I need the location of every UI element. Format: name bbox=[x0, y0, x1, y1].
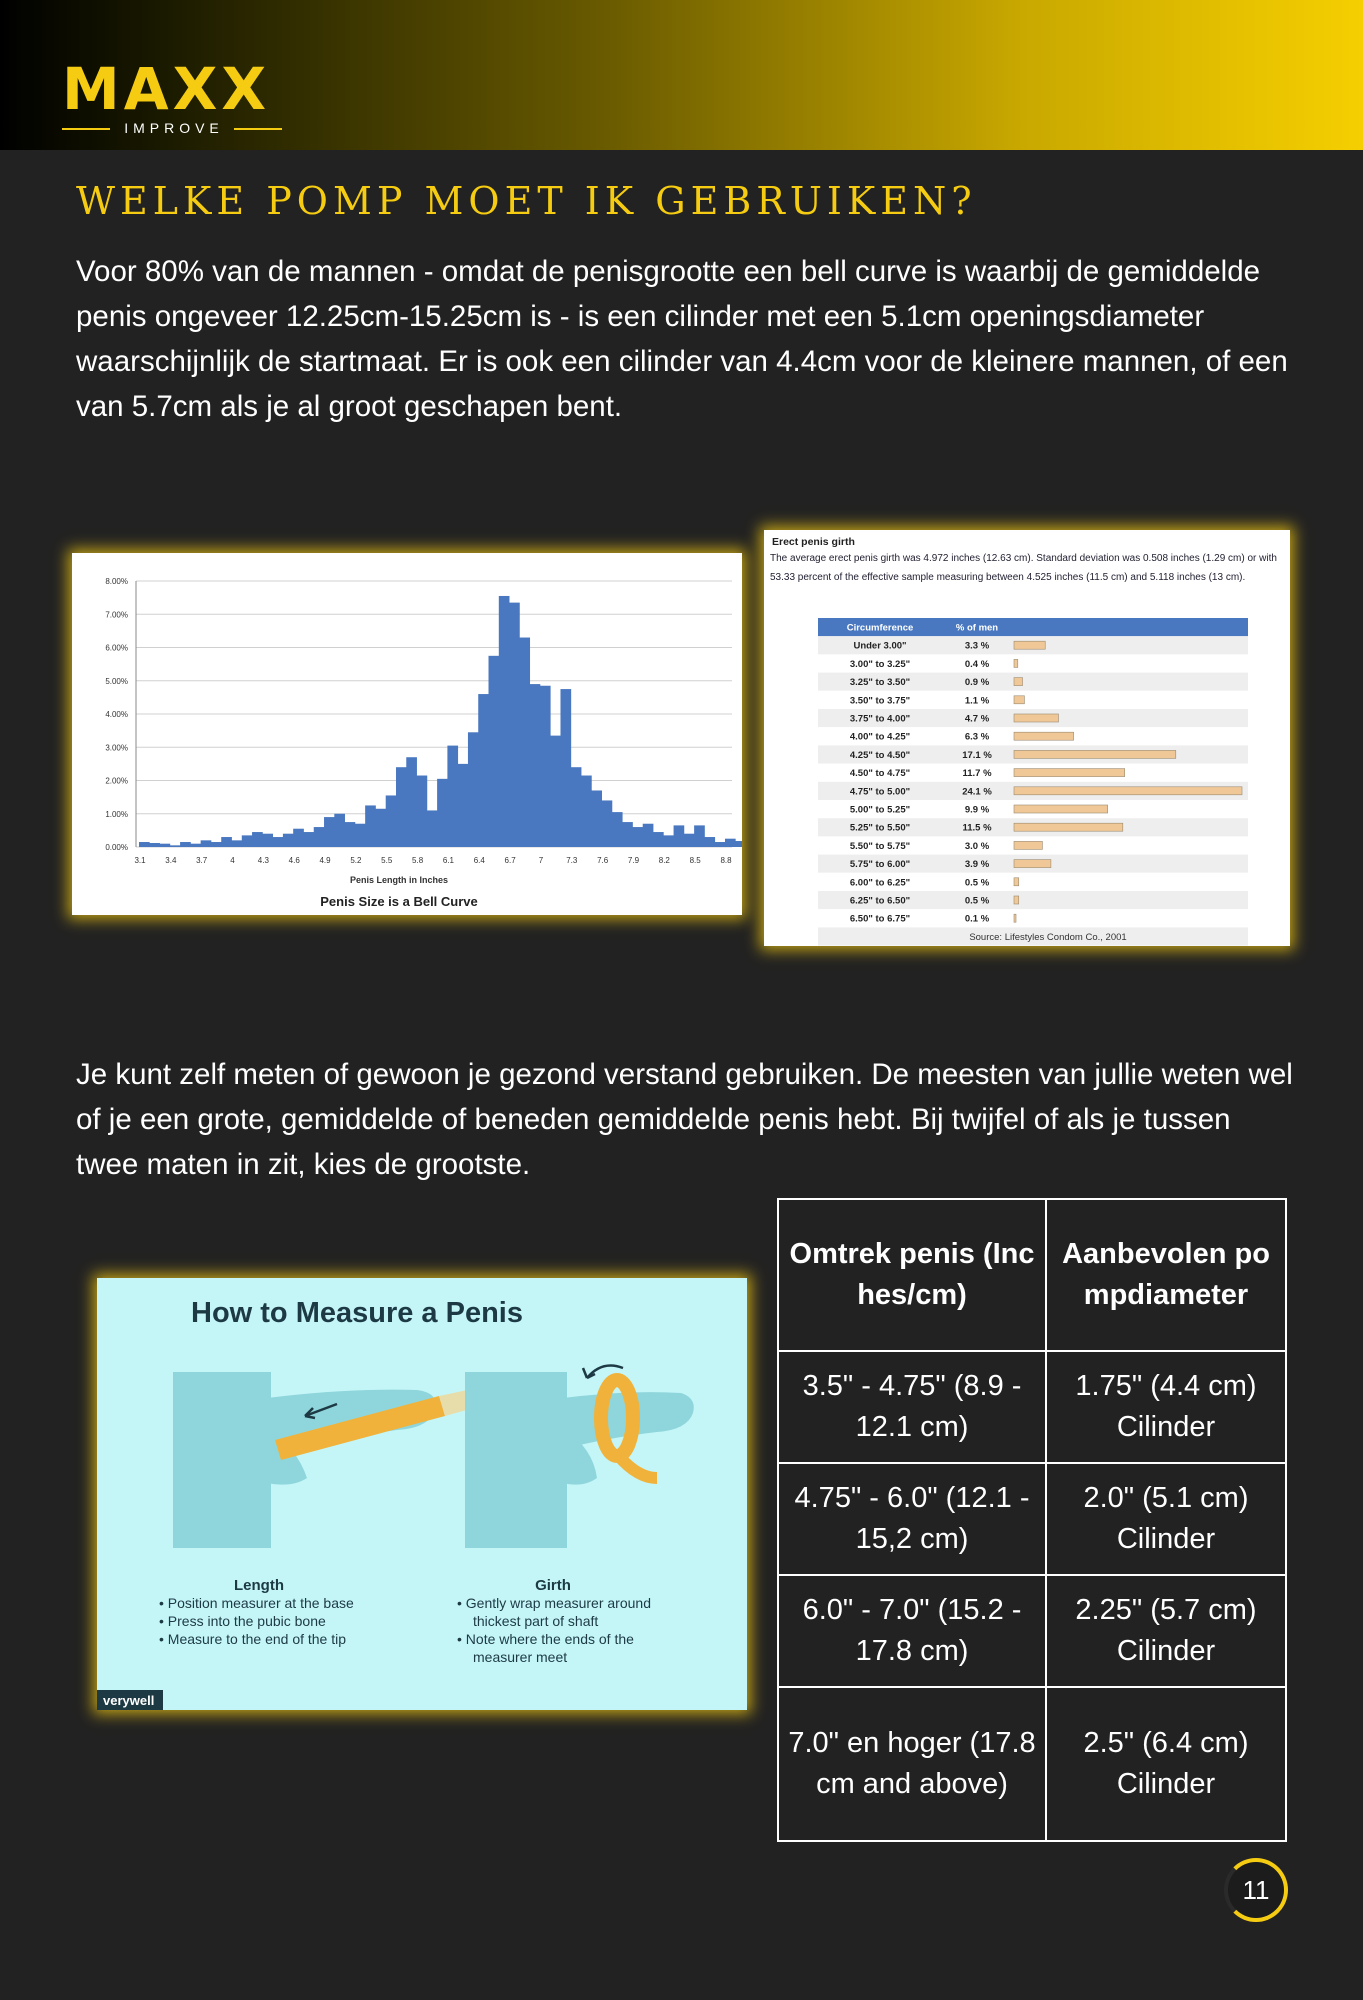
girth-percent-label: 24.1 % bbox=[962, 786, 992, 798]
histogram-bar bbox=[170, 845, 181, 847]
measure-title: How to Measure a Penis bbox=[191, 1297, 523, 1329]
histogram-bar bbox=[139, 842, 150, 847]
histogram-bar bbox=[345, 822, 356, 847]
row-girth: 3.5" - 4.75" (8.9 - 12.1 cm) bbox=[778, 1351, 1046, 1463]
histogram-bar bbox=[519, 638, 530, 847]
x-tick-label: 8.5 bbox=[689, 856, 701, 865]
girth-bar bbox=[1014, 678, 1023, 686]
girth-category-label: 4.75" to 5.00" bbox=[849, 786, 911, 798]
length-point-2: • Press into the pubic bone bbox=[159, 1613, 326, 1629]
histogram-bar bbox=[355, 824, 366, 847]
y-tick-label: 2.00% bbox=[105, 776, 128, 786]
size-table-header-row bbox=[778, 1199, 1286, 1351]
x-tick-label: 6.4 bbox=[473, 856, 485, 865]
girth-category-label: 4.25" to 4.50" bbox=[849, 749, 911, 761]
histogram-bar bbox=[643, 824, 654, 847]
logo-tagline bbox=[62, 120, 282, 136]
x-tick-label: 3.1 bbox=[134, 856, 146, 865]
histogram-bar bbox=[530, 684, 541, 847]
girth-percent-label: 17.1 % bbox=[962, 749, 992, 761]
page-number: 11 bbox=[1224, 1858, 1288, 1922]
histogram-bar bbox=[653, 832, 664, 847]
histogram-bar bbox=[417, 776, 428, 847]
intro-paragraph: Voor 80% van de mannen - omdat de penisgrootte een bell curve is waarbij de gemiddelde penis ongeveer 12.25cm-15.25cm is - is een cilinder met een 5.1cm openingsdiameter waarschijnlijk de startmaat. Er is ook een cilinder van 4.4cm voor de kleinere mannen, of een van 5.7cm als je al groot geschapen bent. bbox=[76, 255, 1288, 423]
histogram-bar bbox=[715, 842, 726, 847]
girth-category-label: 6.00" to 6.25" bbox=[849, 877, 911, 889]
logo-wordmark: MAXX bbox=[62, 55, 271, 123]
histogram-bar bbox=[314, 827, 325, 847]
histogram-bar bbox=[396, 767, 407, 847]
histogram-bar bbox=[365, 805, 376, 847]
girth-bar bbox=[1014, 823, 1123, 831]
girth-percent-label: 11.5 % bbox=[962, 822, 992, 834]
girth-point-4: measurer meet bbox=[473, 1649, 568, 1665]
histogram-bar bbox=[622, 822, 633, 847]
y-tick-label: 6.00% bbox=[105, 643, 128, 653]
girth-category-label: 5.50" to 5.75" bbox=[849, 840, 911, 852]
girth-bar bbox=[1014, 841, 1042, 849]
histogram-bar bbox=[602, 800, 613, 847]
y-tick-label: 5.00% bbox=[105, 676, 128, 686]
x-tick-label: 8.2 bbox=[658, 856, 670, 865]
histogram-bar bbox=[190, 844, 201, 847]
table-row bbox=[778, 1575, 1286, 1687]
page-title: WELKE POMP MOET IK GEBRUIKEN? bbox=[76, 179, 977, 223]
x-tick-label: 8.8 bbox=[720, 856, 732, 865]
histogram-bar bbox=[704, 837, 715, 847]
y-tick-label: 0.00% bbox=[105, 843, 128, 852]
histogram-bar bbox=[560, 689, 571, 847]
y-tick-label: 3.00% bbox=[105, 743, 128, 753]
bell-curve-chart bbox=[72, 553, 742, 915]
histogram-bar bbox=[694, 825, 705, 847]
histogram-bar bbox=[201, 840, 212, 847]
girth-bar bbox=[1014, 659, 1018, 667]
chart-x-axis-label: Penis Length in Inches bbox=[349, 875, 449, 885]
x-tick-label: 5.5 bbox=[381, 856, 393, 865]
girth-bar bbox=[1014, 860, 1051, 868]
verywell-logo: verywell bbox=[103, 1693, 155, 1708]
x-tick-label: 6.1 bbox=[442, 856, 454, 865]
x-tick-label: 7.9 bbox=[627, 856, 640, 865]
y-tick-label: 8.00% bbox=[105, 577, 128, 586]
histogram-bar bbox=[458, 764, 469, 847]
girth-bar bbox=[1014, 896, 1019, 904]
x-tick-label: 4 bbox=[230, 856, 235, 865]
girth-header-percent: % of men bbox=[955, 622, 999, 634]
x-tick-label: 7 bbox=[538, 856, 544, 865]
size-table bbox=[777, 1198, 1287, 1842]
girth-header-circumference: Circumference bbox=[846, 622, 914, 634]
histogram-bar bbox=[550, 736, 561, 847]
girth-subtitle-wrap bbox=[770, 550, 1286, 614]
histogram-bar bbox=[478, 694, 489, 847]
x-tick-label: 5.2 bbox=[350, 856, 362, 865]
histogram-bar bbox=[684, 834, 695, 847]
histogram-bar bbox=[663, 835, 674, 847]
girth-category-label: 3.75" to 4.00" bbox=[849, 713, 911, 725]
girth-percent-label: 0.5 % bbox=[964, 895, 990, 907]
girth-bar bbox=[1014, 750, 1176, 758]
length-heading: Length bbox=[234, 1577, 284, 1594]
histogram-bar bbox=[632, 827, 643, 847]
histogram-bar bbox=[571, 767, 582, 847]
logo-line-right bbox=[234, 128, 282, 130]
histogram-bar bbox=[149, 843, 160, 847]
girth-percent-label: 0.4 % bbox=[964, 658, 990, 670]
x-tick-label: 4.3 bbox=[257, 856, 269, 865]
histogram-bar bbox=[334, 814, 345, 847]
histogram-bar bbox=[293, 829, 304, 847]
histogram-bar bbox=[375, 809, 386, 847]
girth-percent-label: 3.3 % bbox=[964, 640, 990, 652]
x-tick-label: 5.8 bbox=[412, 856, 424, 865]
x-tick-label: 4.9 bbox=[319, 856, 331, 865]
bell-curve-svg bbox=[72, 553, 742, 915]
girth-category-label: 3.50" to 3.75" bbox=[849, 695, 911, 707]
histogram-bar bbox=[725, 839, 736, 847]
histogram-bar bbox=[540, 686, 551, 847]
girth-percent-label: 3.9 % bbox=[964, 859, 990, 871]
histogram-bar bbox=[324, 817, 335, 847]
girth-category-label: 6.25" to 6.50" bbox=[849, 895, 911, 907]
measure-paragraph: Je kunt zelf meten of gewoon je gezond verstand gebruiken. De meesten van jullie weten wel of je een grote, gemiddelde of beneden gemiddelde penis hebt. Bij twijfel of als je tussen twee maten in zit, kies de grootste. bbox=[76, 1058, 1293, 1181]
girth-category-label: 4.50" to 4.75" bbox=[849, 768, 911, 780]
girth-category-label: Under 3.00" bbox=[853, 640, 907, 652]
histogram-bar bbox=[221, 837, 232, 847]
girth-category-label: 4.00" to 4.25" bbox=[849, 731, 911, 743]
histogram-bar bbox=[427, 810, 438, 847]
row-diameter: 2.5" (6.4 cm) Cilinder bbox=[1046, 1687, 1286, 1841]
histogram-bar bbox=[591, 790, 602, 847]
girth-percent-label: 11.7 % bbox=[962, 768, 992, 780]
girth-title: Erect penis girth bbox=[772, 536, 855, 548]
girth-subtitle: The average erect penis girth was 4.972 inches (12.63 cm). Standard deviation was 0.508 inches (1.29 cm) or with 53.33 percent of the effective sample measuring between 4.525 inches (11.5 cm) and 5.118 inches (13 cm). bbox=[770, 553, 1277, 583]
girth-table-svg bbox=[764, 530, 1290, 946]
histogram-bar bbox=[262, 834, 273, 847]
header-diameter: Aanbevolen pompdiameter bbox=[1046, 1199, 1286, 1351]
histogram-bar bbox=[437, 779, 448, 847]
histogram-bar bbox=[612, 812, 623, 847]
histogram-bar bbox=[211, 842, 222, 847]
histogram-bar bbox=[160, 844, 171, 847]
histogram-bar bbox=[386, 795, 397, 847]
girth-bar bbox=[1014, 914, 1016, 922]
measure-illustration bbox=[97, 1278, 747, 1710]
girth-bar bbox=[1014, 696, 1024, 704]
y-tick-label: 4.00% bbox=[105, 710, 128, 719]
row-diameter: 2.25" (5.7 cm) Cilinder bbox=[1046, 1575, 1286, 1687]
girth-category-label: 6.50" to 6.75" bbox=[849, 913, 911, 925]
row-diameter: 1.75" (4.4 cm) Cilinder bbox=[1046, 1351, 1286, 1463]
histogram-bar bbox=[303, 832, 314, 847]
histogram-bar bbox=[489, 656, 500, 847]
girth-bar bbox=[1014, 714, 1058, 722]
girth-category-label: 3.25" to 3.50" bbox=[849, 677, 911, 689]
length-point-3: • Measure to the end of the tip bbox=[159, 1631, 347, 1647]
girth-bar bbox=[1014, 732, 1074, 740]
how-to-measure-infographic bbox=[97, 1278, 747, 1710]
girth-percent-label: 0.9 % bbox=[964, 677, 990, 689]
girth-heading: Girth bbox=[535, 1577, 571, 1594]
girth-bar bbox=[1014, 787, 1242, 795]
girth-percent-label: 9.9 % bbox=[964, 804, 990, 816]
histogram-bar bbox=[406, 757, 417, 847]
girth-point-3: • Note where the ends of the bbox=[457, 1631, 634, 1647]
girth-bar bbox=[1014, 805, 1108, 813]
girth-point-1: • Gently wrap measurer around bbox=[457, 1595, 651, 1611]
histogram-bar bbox=[231, 840, 242, 847]
histogram-bar bbox=[499, 596, 510, 847]
girth-percent-label: 4.7 % bbox=[964, 713, 990, 725]
histogram-bar bbox=[273, 837, 284, 847]
length-point-1: • Position measurer at the base bbox=[159, 1595, 354, 1611]
histogram-bar bbox=[735, 841, 742, 847]
histogram-bar bbox=[674, 825, 685, 847]
logo-improve-text: IMPROVE bbox=[124, 120, 224, 136]
girth-percent-label: 0.1 % bbox=[964, 913, 990, 925]
girth-category-label: 5.25" to 5.50" bbox=[849, 822, 911, 834]
histogram-bar bbox=[581, 776, 592, 847]
histogram-bar bbox=[509, 603, 520, 847]
table-row bbox=[778, 1351, 1286, 1463]
row-girth: 6.0" - 7.0" (15.2 - 17.8 cm) bbox=[778, 1575, 1046, 1687]
girth-bar bbox=[1014, 769, 1125, 777]
row-girth: 7.0" en hoger (17.8 cm and above) bbox=[778, 1687, 1046, 1841]
header-banner bbox=[0, 0, 1363, 150]
table-row bbox=[778, 1463, 1286, 1575]
girth-percent-label: 3.0 % bbox=[964, 840, 990, 852]
x-tick-label: 3.7 bbox=[196, 856, 208, 865]
y-tick-label: 7.00% bbox=[105, 610, 128, 620]
girth-category-label: 5.75" to 6.00" bbox=[849, 859, 911, 871]
girth-percent-label: 6.3 % bbox=[964, 731, 990, 743]
histogram-bar bbox=[180, 842, 191, 847]
girth-bar bbox=[1014, 641, 1045, 649]
histogram-bar bbox=[447, 746, 458, 847]
y-tick-label: 1.00% bbox=[105, 809, 128, 819]
maxx-improve-logo bbox=[62, 55, 282, 136]
girth-table-chart bbox=[764, 530, 1290, 946]
x-tick-label: 7.6 bbox=[597, 856, 609, 865]
girth-category-label: 5.00" to 5.25" bbox=[849, 804, 911, 816]
girth-source: Source: Lifestyles Condom Co., 2001 bbox=[969, 931, 1127, 943]
x-tick-label: 7.3 bbox=[566, 856, 578, 865]
girth-percent-label: 1.1 % bbox=[964, 695, 990, 707]
row-diameter: 2.0" (5.1 cm) Cilinder bbox=[1046, 1463, 1286, 1575]
x-tick-label: 3.4 bbox=[165, 856, 177, 865]
histogram-bar bbox=[283, 834, 294, 847]
girth-bar bbox=[1014, 878, 1019, 886]
histogram-bar bbox=[242, 835, 253, 847]
girth-category-label: 3.00" to 3.25" bbox=[849, 658, 911, 670]
histogram-bar bbox=[252, 832, 263, 847]
row-girth: 4.75" - 6.0" (12.1 - 15,2 cm) bbox=[778, 1463, 1046, 1575]
girth-point-2: thickest part of shaft bbox=[473, 1613, 599, 1629]
x-tick-label: 4.6 bbox=[288, 856, 300, 865]
girth-percent-label: 0.5 % bbox=[964, 877, 990, 889]
header-girth: Omtrek penis (Inches/cm) bbox=[778, 1199, 1046, 1351]
logo-line-left bbox=[62, 128, 110, 130]
chart-title: Penis Size is a Bell Curve bbox=[320, 894, 478, 909]
histogram-bar bbox=[468, 732, 479, 847]
table-row bbox=[778, 1687, 1286, 1841]
x-tick-label: 6.7 bbox=[504, 856, 516, 865]
